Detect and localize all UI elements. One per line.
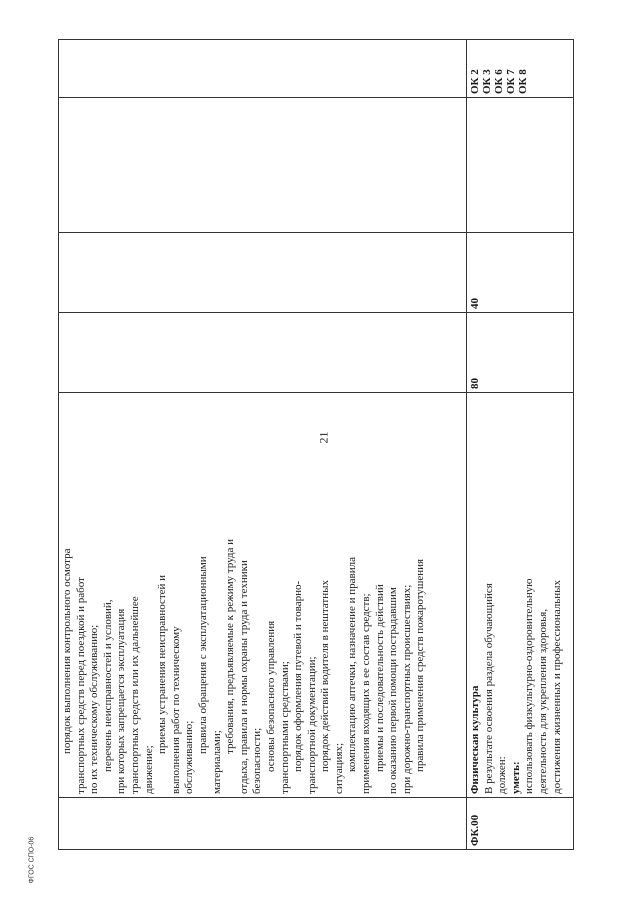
competence-cell	[467, 40, 574, 98]
competence-code: ОК 6	[493, 69, 505, 94]
content-line: перечень неисправностей и условий,	[101, 599, 114, 772]
content-line: обслуживанию;	[183, 720, 196, 794]
table-row	[59, 40, 467, 850]
content-cell	[467, 393, 574, 798]
content-line: материалами;	[210, 730, 223, 794]
content-line: использовать физкультурно-оздоровительную	[523, 578, 536, 794]
content-line: порядок оформления путевой и товарно-	[292, 580, 305, 772]
content-line: правила применения средств пожаротушения	[414, 558, 427, 772]
content-line: транспортных средств или их дальнейшее	[128, 596, 141, 794]
content-line: должен:	[496, 756, 509, 794]
content-line: транспортных средств перед поездкой и работ	[74, 577, 87, 794]
content-line: В результате освоения раздела обучающийся	[482, 583, 495, 794]
content-line: уметь:	[509, 761, 522, 794]
content-line: комплектацию аптечки, назначение и правила	[346, 557, 359, 772]
content-line: требования, предъявляемые к режиму труда и	[224, 538, 237, 754]
table-row	[467, 40, 574, 850]
max-hours-cell: 80	[467, 313, 574, 393]
content-line: выполнения работ по техническому	[169, 626, 182, 794]
max-hours-cell	[59, 313, 467, 393]
content-line: правила обращения с эксплуатационными	[196, 556, 209, 754]
content-line: безопасности;	[251, 727, 264, 794]
content-line: при дорожно-транспортных происшествиях;	[400, 584, 413, 794]
content-cell	[59, 393, 467, 798]
content-line: Физическая культура	[469, 685, 481, 794]
content-line: транспортными средствами;	[278, 661, 291, 794]
content-line: по оказанию первой помощи пострадавшим	[387, 587, 400, 794]
discipline-cell	[59, 98, 467, 233]
required-hours-cell	[59, 233, 467, 313]
content-line: применения входящих в ее состав средств;	[360, 593, 373, 794]
index-cell	[59, 798, 467, 850]
content-line: порядок действий водителя в нештатных	[319, 580, 332, 772]
content-line: по их техническому обслуживанию;	[88, 624, 101, 794]
content-line: при которых запрещается эксплуатация	[115, 608, 128, 794]
content-line: деятельность для укрепления здоровья,	[536, 608, 549, 794]
curriculum-table	[58, 39, 574, 850]
content-line: отдыха, правила и нормы охраны труда и техники	[237, 560, 250, 794]
required-hours-cell: 40	[467, 233, 574, 313]
content-line: основы безопасного управления	[264, 620, 277, 772]
content-line: приемы устранения неисправностей и	[156, 574, 169, 754]
curriculum-table-rotated	[58, 40, 573, 850]
competence-code: ОК 3	[481, 69, 493, 94]
content-line: достижения жизненных и профессиональных	[550, 580, 563, 794]
competence-code: ОК 7	[505, 69, 517, 94]
competence-code: ОК 2	[469, 69, 481, 94]
content-line: ситуациях;	[332, 742, 345, 794]
footer-note: ФГОС СПО-06	[28, 836, 36, 884]
content-line: движение;	[142, 745, 155, 794]
competence-cell	[59, 40, 467, 98]
discipline-cell	[467, 98, 574, 233]
content-line: порядок выполнения контрольного осмотра	[61, 548, 73, 754]
content-line: приемы и последовательность действий	[373, 584, 386, 772]
competence-code: ОК 8	[517, 69, 529, 94]
page-number: 21	[316, 431, 331, 444]
index-cell: ФК.00	[467, 798, 574, 850]
content-line: транспортной документации;	[305, 656, 318, 794]
